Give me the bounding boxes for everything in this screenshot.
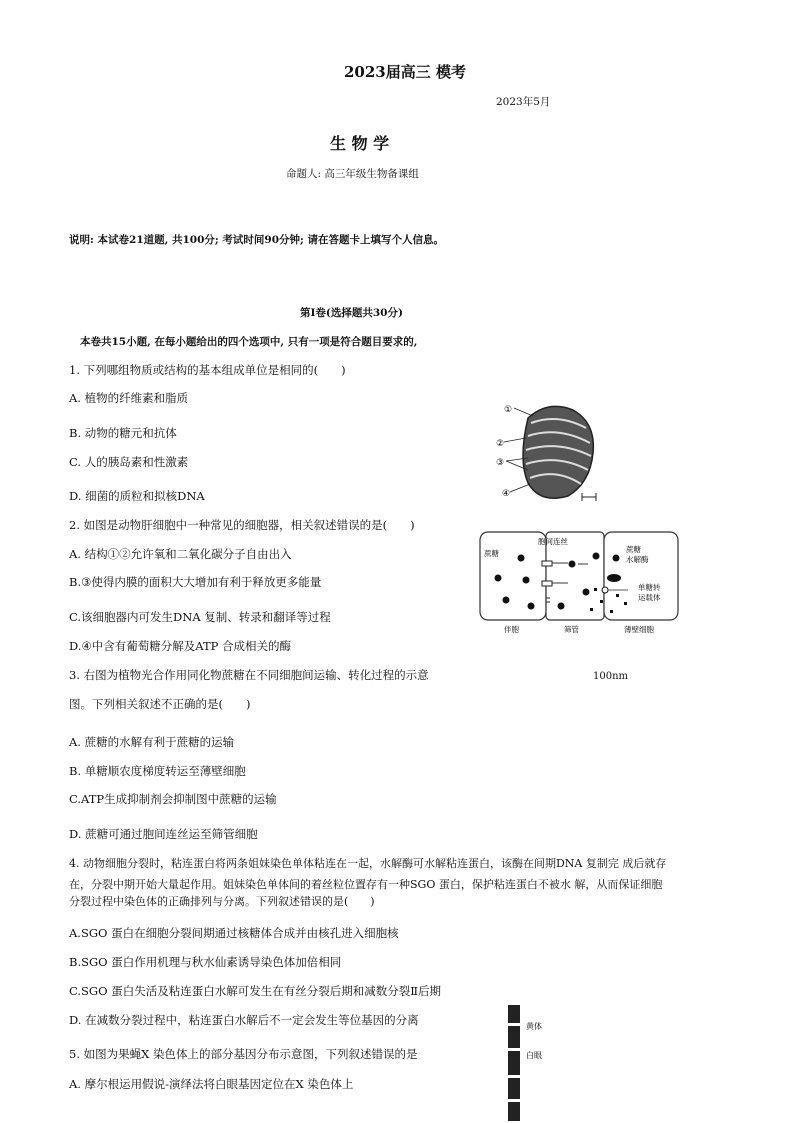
q3-option-b: B. 单糖顺农度梯度转运至薄壁细胞 — [69, 764, 246, 778]
q3-option-a: A. 蔗糖的水解有利于蔗糖的运输 — [69, 735, 235, 749]
companion-cell — [480, 532, 546, 620]
section-title: 第Ⅰ卷(选择题共30分) — [300, 307, 403, 319]
phloem-transport-figure — [476, 528, 684, 638]
q4-stem-line3: 分裂过程中染色体的正确排列与分离。下列叙述错误的是( ) — [69, 895, 375, 908]
q1-option-c: C. 人的胰岛素和性激素 — [69, 455, 189, 469]
instructions: 说明: 本试卷21道题, 共100分; 考试时间90分钟; 请在答题卡上填写个人信息。 — [69, 234, 445, 246]
q4-stem-line2: 在，分裂中期开始大量起作用。姐妹染色单体间的着丝粒位置存有一种SGO 蛋白，保护粘连蛋白不被水 解，从而保证细胞 — [69, 878, 663, 891]
exam-title: 2023届高三 模考 — [344, 63, 466, 81]
exam-date: 2023年5月 — [496, 96, 551, 108]
mito-label-3: ③ — [496, 458, 505, 468]
q3-option-d: D. 蔗糖可通过胞间连丝运至筛管细胞 — [69, 827, 258, 841]
subject-title: 生 物 学 — [330, 134, 390, 153]
q1-stem: 1. 下列哪组物质或结构的基本组成单位是相同的( ) — [69, 363, 346, 377]
carrier-protein — [602, 587, 608, 593]
scale-bar — [582, 493, 596, 501]
q5-stem: 5. 如图为果蝇X 染色体上的部分基因分布示意图，下列叙述错误的是 — [69, 1047, 418, 1061]
q4-option-b: B.SGO 蛋白作用机理与秋水仙素诱导染色体加倍相同 — [69, 955, 342, 969]
q2-option-a: A. 结构①②允许氧和二氧化碳分子自由出入 — [69, 547, 292, 561]
sucrose-hydrolase — [607, 574, 621, 582]
q4-stem-line1: 4. 动物细胞分裂时，粘连蛋白将两条姐妹染色单体粘连在一起，水解酶可水解粘连蛋白，该酶在间期DNA 复制完 成后就存 — [69, 857, 667, 870]
label-enzyme-2: 水解酶 — [626, 555, 649, 564]
q1-option-b: B. 动物的糖元和抗体 — [69, 426, 177, 440]
q2-stem: 2. 如图是动物肝细胞中一种常见的细胞器，相关叙述错误的是( ) — [69, 518, 415, 532]
gene-label-white-eye: 白眼 — [526, 1051, 542, 1060]
label-sieve-tube: 筛管 — [564, 625, 579, 634]
label-plasmodesma: 胞间连丝 — [538, 537, 568, 546]
mito-label-4: ④ — [502, 489, 511, 499]
label-carrier-2: 运载体 — [638, 593, 661, 602]
q3-option-c: C.ATP生成抑制剂会抑制图中蔗糖的运输 — [69, 792, 277, 806]
q2-option-c: C.该细胞器内可发生DNA 复制、转录和翻译等过程 — [69, 610, 331, 624]
scale-label: 100nm — [593, 671, 629, 682]
chromosome-bar — [508, 1005, 520, 1121]
label-parenchyma: 薄壁细胞 — [624, 625, 654, 634]
q3-stem-line2: 图。下列相关叙述不正确的是( ) — [69, 697, 251, 711]
label-carrier-1: 单糖转 — [638, 583, 661, 592]
author-line: 命题人: 高三年级生物备课组 — [286, 168, 419, 180]
mitochondrion-body — [523, 406, 593, 498]
q1-option-d: D. 细菌的质粒和拟核DNA — [69, 489, 205, 503]
q3-stem-line1: 3. 右图为植物光合作用同化物蔗糖在不同细胞间运输、转化过程的示意 — [69, 668, 429, 682]
q1-option-a: A. 植物的纤维素和脂质 — [69, 391, 189, 405]
mito-label-2: ② — [496, 439, 505, 449]
q4-option-c: C.SGO 蛋白失活及粘连蛋白水解可发生在有丝分裂后期和减数分裂Ⅱ后期 — [69, 984, 442, 998]
q5-option-a: A. 摩尔根运用假说-演绎法将白眼基因定位在X 染色体上 — [69, 1077, 354, 1091]
x-chromosome-figure — [500, 1003, 560, 1121]
gene-label-yellow-body: 黄体 — [526, 1022, 542, 1031]
q4-option-a: A.SGO 蛋白在细胞分裂间期通过核糖体合成并由核孔进入细胞核 — [69, 926, 399, 940]
mitochondrion-figure — [498, 398, 608, 508]
label-sucrose: 蔗糖 — [484, 549, 499, 558]
q2-option-b: B.③使得内膜的面积大大增加有利于释放更多能量 — [69, 575, 322, 589]
label-companion-cell: 伴胞 — [504, 625, 519, 634]
section-intro: 本卷共15小题, 在每小题给出的四个选项中, 只有一项是符合题目要求的, — [80, 336, 418, 348]
q2-option-d: D.④中含有葡萄糖分解及ATP 合成相关的酶 — [69, 639, 292, 653]
mito-label-1: ① — [504, 405, 513, 415]
label-enzyme-1: 蔗糖 — [626, 545, 641, 554]
q4-option-d: D. 在减数分裂过程中，粘连蛋白水解后不一定会发生等位基因的分离 — [69, 1013, 419, 1027]
